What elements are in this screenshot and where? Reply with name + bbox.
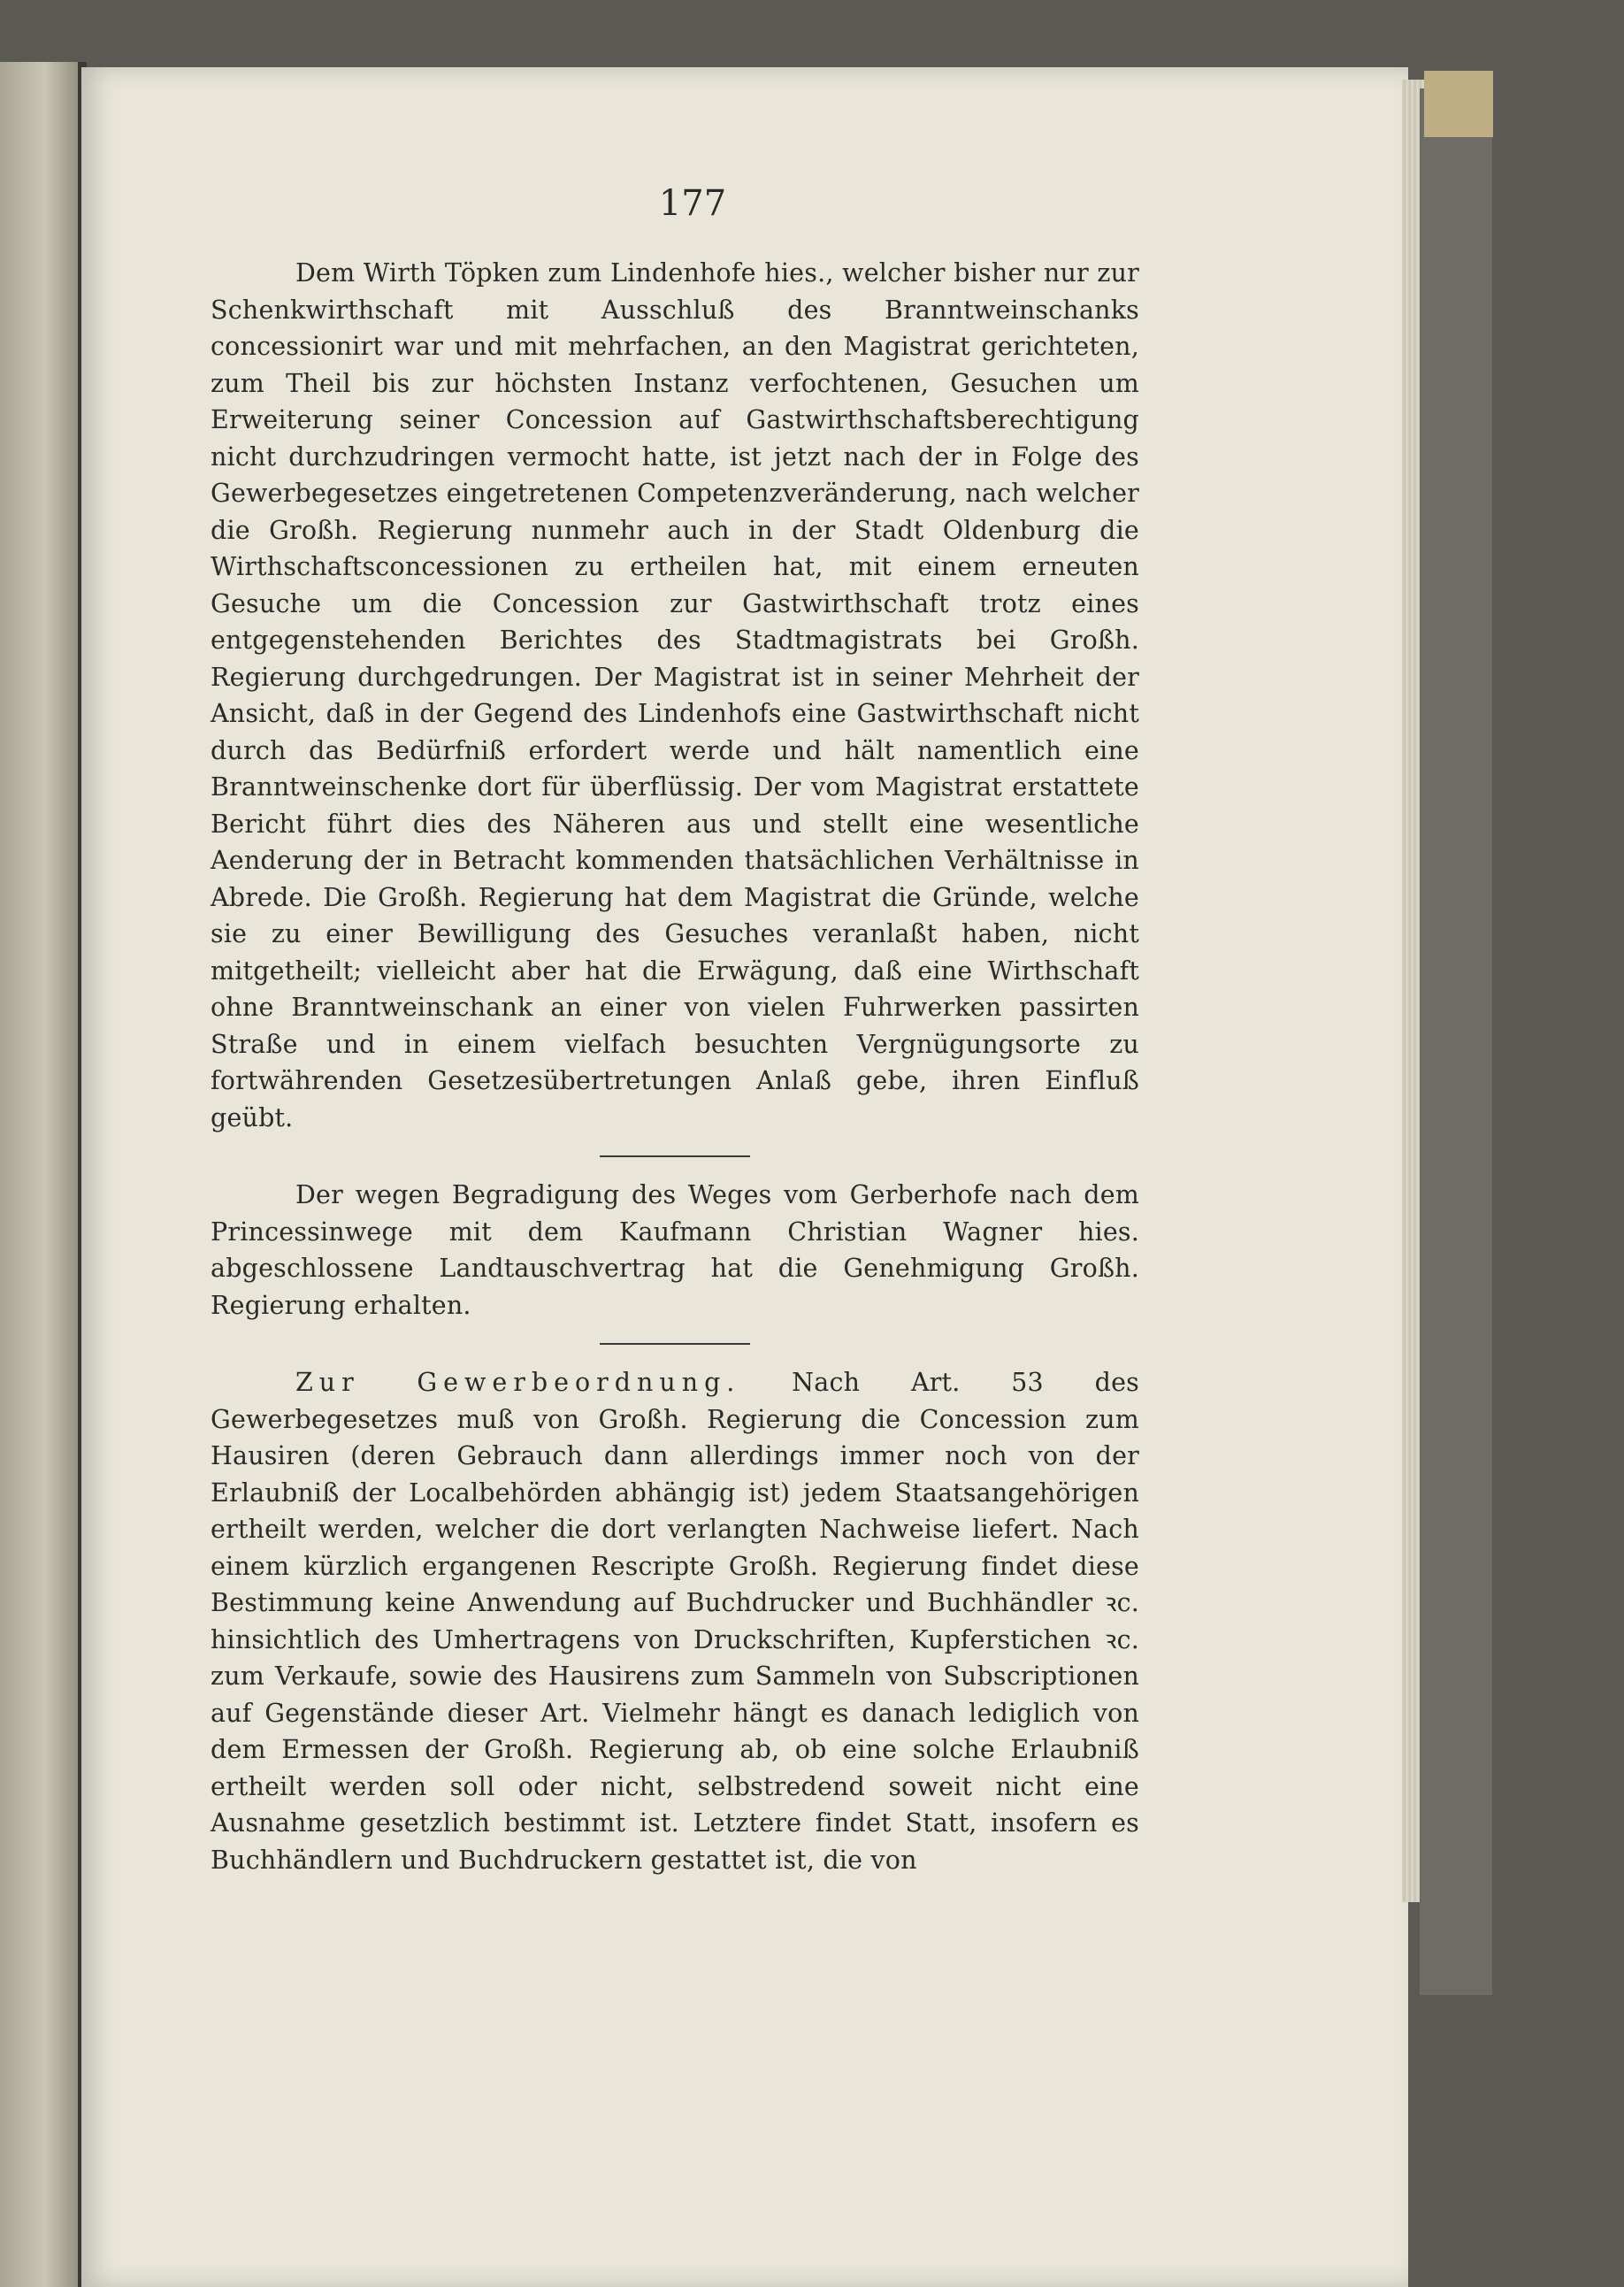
section-divider (600, 1155, 750, 1157)
paragraph-lindenhof: Dem Wirth Töpken zum Lindenhofe hies., welcher bisher nur zur Schenkwirthschaft mit Ausschluß des Branntweinschanks concessionirt war und mit mehrfachen, an den Magistrat gerichteten, zum Theil bis zur höchsten Instanz verfochtenen, Gesuchen um Erweiterung seiner Concession auf Gastwirthschaftsberechtigung nicht durchzudringen vermocht hatte, ist jetzt nach der in Folge des Gewerbegesetzes eingetretenen Competenzveränderung, nach welcher die Großh. Regierung nunmehr auch in der Stadt Oldenburg die Wirthschaftsconcessionen zu ertheilen hat, mit einem erneuten Gesuche um die Concession zur Gastwirthschaft trotz eines entgegenstehenden Berichtes des Stadtmagistrats bei Großh. Regierung durchgedrungen. Der Magistrat ist in seiner Mehrheit der Ansicht, daß in der Gegend des Lindenhofs eine Gastwirthschaft nicht durch das Bedürfniß erfordert werde und hält namentlich eine Branntweinschenke dort für überflüssig. Der vom Magistrat erstattete Bericht führt dies des Näheren aus und stellt eine wesentliche Aenderung der in Betracht kommenden thatsächlichen Verhältnisse in Abrede. Die Großh. Regierung hat dem Magistrat die Gründe, welche sie zu einer Bewilligung des Gesuches veranlaßt haben, nicht mitgetheilt; vielleicht aber hat die Erwägung, daß eine Wirthschaft ohne Branntweinschank an einer von vielen Fuhrwerken passirten Straße und in einem vielfach besuchten Vergnügungsorte zu fortwährenden Gesetzesübertretungen Anlaß gebe, ihren Einfluß geübt. (211, 258, 1139, 1132)
left-page-edge (0, 62, 81, 2287)
page-number: 177 (658, 183, 727, 224)
section-heading: Zur Gewerbeordnung. (295, 1368, 741, 1397)
book-cover-edge (1420, 88, 1492, 1995)
section-divider (600, 1343, 750, 1345)
page-content (211, 177, 1139, 1946)
paragraph-landtausch: Der wegen Begradigung des Weges vom Gerberhofe nach dem Princessinwege mit dem Kaufmann Christian Wagner hies. abgeschlossene Landtauschvertrag hat die Genehmigung Großh. Regierung erhalten. (211, 1180, 1139, 1320)
cover-corner (1424, 71, 1493, 137)
paragraph-gewerbeordnung (211, 1364, 1139, 1878)
paragraph-gewerbeordnung-text: Nach Art. 53 des Gewerbegesetzes muß von Großh. Regierung die Concession zum Hausiren (deren Gebrauch dann allerdings immer noch von der Erlaubniß der Localbehörden abhängig ist) jedem Staatsangehörigen ertheilt werden, welcher die dort verlangten Nachweise liefert. Nach einem kürzlich ergangenen Rescripte Großh. Regierung findet diese Bestimmung keine Anwendung auf Buchdrucker und Buchhändler ꝛc. hinsichtlich des Umhertragens von Druckschriften, Kupferstichen ꝛc. zum Verkaufe, sowie des Hausirens zum Sammeln von Subscriptionen auf Gegenstände dieser Art. Vielmehr hängt es danach lediglich von dem Ermessen der Großh. Regierung ab, ob eine solche Erlaubniß ertheilt werden soll oder nicht, selbstredend soweit nicht eine Ausnahme gesetzlich bestimmt ist. Letztere findet Statt, insofern es Buchhändlern und Buchdruckern gestattet ist, die von (211, 1368, 1139, 1875)
